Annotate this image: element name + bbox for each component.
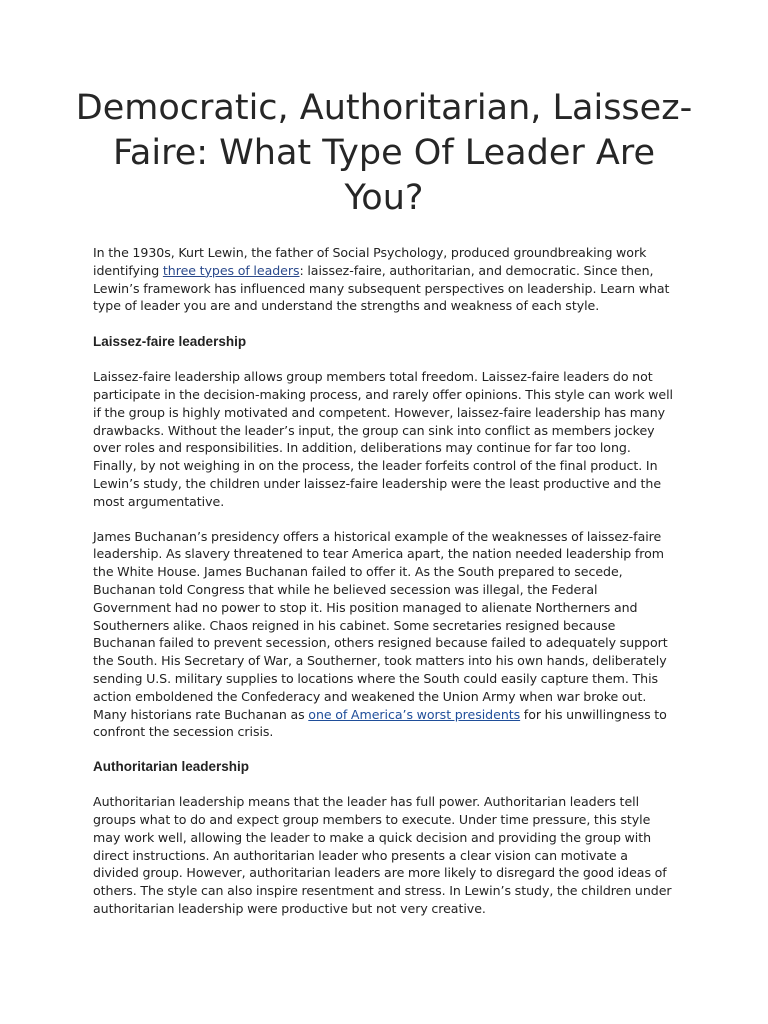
laissez-faire-paragraph-2 xyxy=(93,528,675,742)
worst-presidents-link[interactable]: one of America’s worst presidents xyxy=(308,706,521,722)
buchanan-text-start: James Buchanan’s presidency offers a historical example of the weaknesses of laissez-faire leadership. As slavery threatened to tear America apart, the nation needed leadership from the White House. James Buchanan failed to offer it. As the South prepared to secede, Buchanan told Congress that while he believed secession was illegal, the Federal Government had no power to stop it. His position managed to alienate Northerners and Southerners alike. Chaos reigned in his cabinet. Some secretaries resigned because Buchanan failed to prevent secession, others resigned because failed to adequately support the South. His Secretary of War, a Southerner, took matters into his own hands, deliberately sending U.S. military supplies to locations where the South could easily capture them. This action emboldened the Confederacy and weakened the Union Army when war broke out. Many historians rate Buchanan as xyxy=(93,528,668,722)
three-types-link[interactable]: three types of leaders xyxy=(162,262,300,278)
buchanan-text-end: for his unwillingness to confront the secession crisis. xyxy=(93,706,667,740)
document-page xyxy=(75,86,693,935)
intro-paragraph xyxy=(93,244,675,315)
laissez-faire-paragraph-1: Laissez-faire leadership allows group members total freedom. Laissez-faire leaders do not participate in the decision-making process, and rarely offer opinions. This style can work well if the group is highly motivated and competent. However, laissez-faire leadership has many drawbacks. Without the leader’s input, the group can sink into conflict as members jockey over roles and responsibilities. In addition, deliberations may continue for far too long. Finally, by not weighing in on the process, the leader forfeits control of the final product. In Lewin’s study, the children under laissez-faire leadership were the least productive and the most argumentative. xyxy=(93,369,673,509)
intro-text-start: In the 1930s, Kurt Lewin, the father of Social Psychology, produced groundbreaking work identifying xyxy=(93,245,647,278)
document-title: Democratic, Authoritarian, Laissez-Faire: What Type Of Leader Are You? xyxy=(75,88,693,218)
authoritarian-heading: Authoritarian leadership xyxy=(93,759,250,775)
laissez-faire-heading: Laissez-faire leadership xyxy=(93,334,247,350)
authoritarian-paragraph-1: Authoritarian leadership means that the leader has full power. Authoritarian leaders tell groups what to do and expect group members to execute. Under time pressure, this style may work well, allowing the leader to make a quick decision and providing the group with direct instructions. An authoritarian leader who presents a clear vision can motivate a divided group. However, authoritarian leaders are more likely to disregard the good ideas of others. The style can also inspire resentment and stress. In Lewin’s study, the children under authoritarian leadership were productive but not very creative. xyxy=(93,794,672,916)
intro-text-end: : laissez-faire, authoritarian, and democratic. Since then, Lewin’s framework has influenced many subsequent perspectives on leadership. Learn what type of leader you are and understand the strengths and weakness of each style. xyxy=(93,262,670,314)
